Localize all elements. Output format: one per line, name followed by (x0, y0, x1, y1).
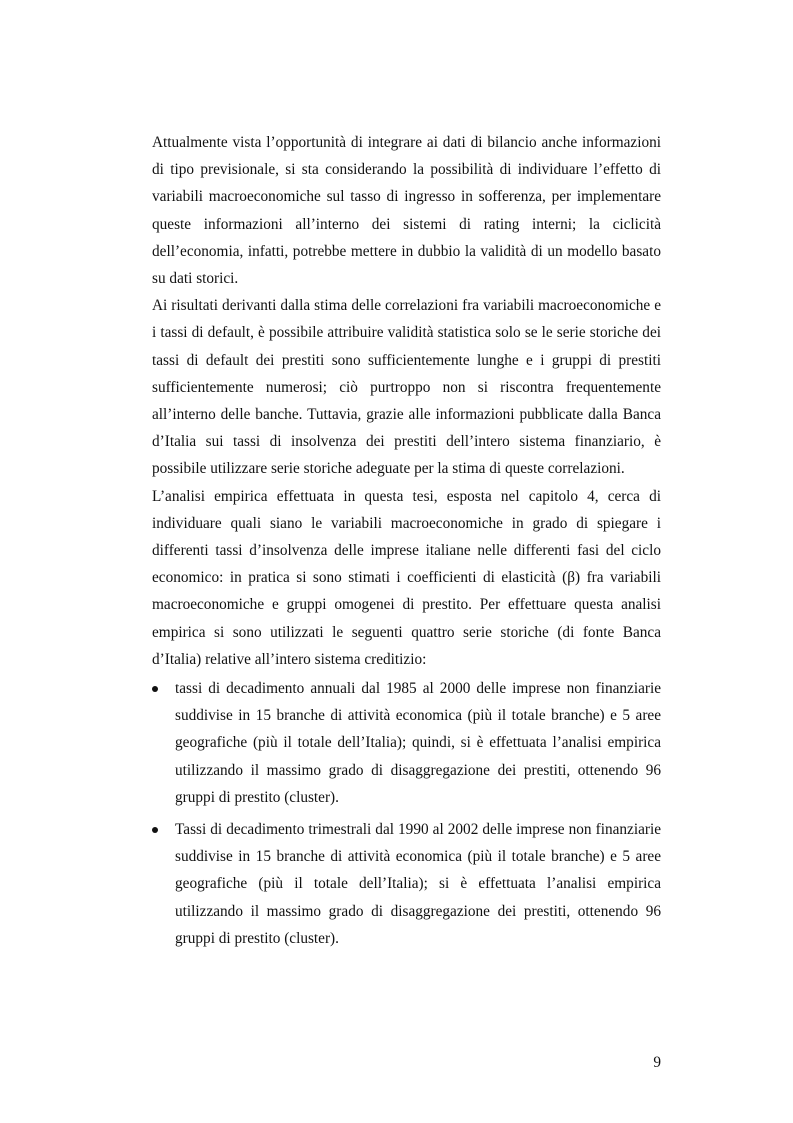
paragraph-empirical-analysis: L’analisi empirica effettuata in questa tesi, esposta nel capitolo 4, cerca di individuare quali siano le variabili macroeconomiche in grado di spiegare i differenti tassi d’insolvenza delle imprese italiane nelle differenti fasi del ciclo economico: in pratica si sono stimati i coefficienti di elasticità (β) fra variabili macroeconomiche e gruppi omogenei di prestito. Per effettuare questa analisi empirica si sono utilizzati le seguenti quattro serie storiche (di fonte Banca d’Italia) relative all’intero sistema creditizio: (152, 487, 661, 668)
paragraph-intro: Attualmente vista l’opportunità di integrare ai dati di bilancio anche informazioni di tipo previsionale, si sta considerando la possibilità di individuare l’effetto di variabili macroeconomiche sul tasso di ingresso in sofferenza, per implementare queste informazioni all’interno dei sistemi di rating interni; la ciclicità dell’economia, infatti, potrebbe mettere in dubbio la validità di un modello basato su dati storici. (152, 134, 661, 288)
document-body (152, 129, 661, 957)
paragraph-correlations: Ai risultati derivanti dalla stima delle correlazioni fra variabili macroeconomiche e i tassi di default, è possibile attribuire validità statistica solo se le serie storiche dei tassi di default dei prestiti sono sufficientemente lunghe e i gruppi di prestiti sufficientemente numerosi; ciò purtroppo non si riscontra frequentemente all’interno delle banche. Tuttavia, grazie alle informazioni pubblicate dalla Banca d’Italia sui tassi di insolvenza dei prestiti dell’intero sistema finanziario, è possibile utilizzare serie storiche adeguate per la stima di queste correlazioni. (152, 297, 661, 478)
list-item (152, 816, 661, 952)
bullet-list (152, 675, 661, 952)
list-item-text: tassi di decadimento annuali dal 1985 al 2000 delle imprese non finanziarie suddivise in 15 branche di attività economica (più il totale branche) e 5 aree geografiche (più il totale dell’Italia); quindi, si è effettuata l’analisi empirica utilizzando il massimo grado di disaggregazione dei prestiti, ottenendo 96 gruppi di prestito (cluster). (175, 680, 661, 806)
bullet-icon (152, 686, 158, 692)
page-number: 9 (653, 1054, 661, 1071)
list-item (152, 675, 661, 811)
bullet-icon (152, 827, 158, 833)
list-item-text: Tassi di decadimento trimestrali dal 1990 al 2002 delle imprese non finanziarie suddivise in 15 branche di attività economica (più il totale branche) e 5 aree geografiche (più il totale dell’Italia); si è effettuata l’analisi empirica utilizzando il massimo grado di disaggregazione dei prestiti, ottenendo 96 gruppi di prestito (cluster). (175, 821, 661, 947)
